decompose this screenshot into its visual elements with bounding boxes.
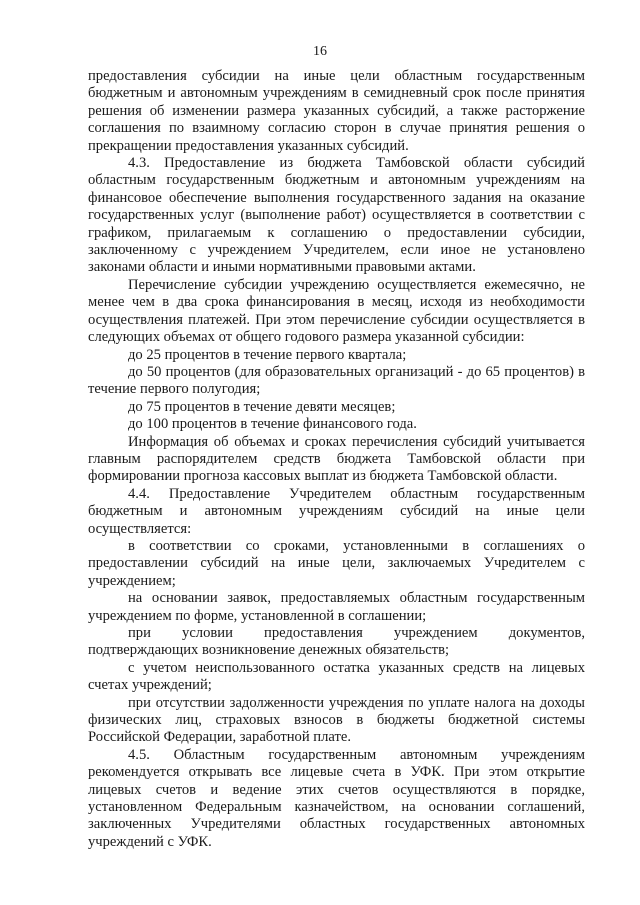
paragraph: 4.3. Предоставление из бюджета Тамбовской области субсидий областным государственным бюджетным и автономным учреждениям на финансовое обеспечение выполнения государственного задания на оказание государственных услуг (выполнение работ) осуществляется в соответствии с графиком, прилагаемым к соглашению о предоставлении субсидии, заключенному с учреждением Учредителем, если иное не установлено законами области и иными нормативными правовыми актами.: [88, 155, 585, 276]
paragraph: Информация об объемах и сроках перечисления субсидий учитывается главным распорядителем средств бюджета Тамбовской области при формировании прогноза кассовых выплат из бюджета Тамбовской области.: [88, 433, 585, 485]
paragraph: Перечисление субсидии учреждению осуществляется ежемесячно, не менее чем в два срока финансирования в месяц, исходя из необходимости осуществления платежей. При этом перечисление субсидии осуществляется в следующих объемах от общего годового размера указанной субсидии:: [88, 276, 585, 346]
document-body: [88, 68, 585, 851]
paragraph: при условии предоставления учреждением документов, подтверждающих возникновение денежных обязательств;: [88, 625, 585, 659]
paragraph: 4.4. Предоставление Учредителем областным государственным бюджетным и автономным учреждениям субсидий на иные цели осуществляется:: [88, 485, 585, 537]
paragraph: до 25 процентов в течение первого квартала;: [128, 346, 407, 363]
paragraph: в соответствии со сроками, установленными в соглашениях о предоставлении субсидий на иные цели, заключаемых Учредителем с учреждением;: [88, 537, 585, 589]
paragraph: до 100 процентов в течение финансового года.: [128, 416, 417, 433]
paragraph: до 75 процентов в течение девяти месяцев;: [128, 398, 396, 415]
page-number: 16: [313, 44, 327, 59]
paragraph: на основании заявок, предоставляемых областным государственным учреждением по форме, установленной в соглашении;: [88, 590, 585, 624]
paragraph: 4.5. Областным государственным автономным учреждениям рекомендуется открывать все лицевые счета в УФК. При этом открытие лицевых счетов и ведение этих счетов осуществляются в порядке, установленном Федеральным казначейством, на основании соглашений, заключенных Учредителями областных государственных автономных учреждений с УФК.: [88, 746, 585, 850]
paragraph: до 50 процентов (для образовательных организаций - до 65 процентов) в течение первого полугодия;: [88, 363, 585, 398]
paragraph: предоставления субсидии на иные цели областным государственным бюджетным и автономным учреждениям в семидневный срок после принятия решения об изменении размера указанных субсидий, а также расторжение соглашения по взаимному согласию сторон в случае принятия решения о прекращении предоставления указанных субсидий.: [88, 68, 585, 154]
paragraph: при отсутствии задолженности учреждения по уплате налога на доходы физических лиц, страховых взносов в бюджеты бюджетной системы Российской Федерации, заработной плате.: [88, 694, 585, 746]
paragraph: с учетом неиспользованного остатка указанных средств на лицевых счетах учреждений;: [88, 659, 585, 694]
